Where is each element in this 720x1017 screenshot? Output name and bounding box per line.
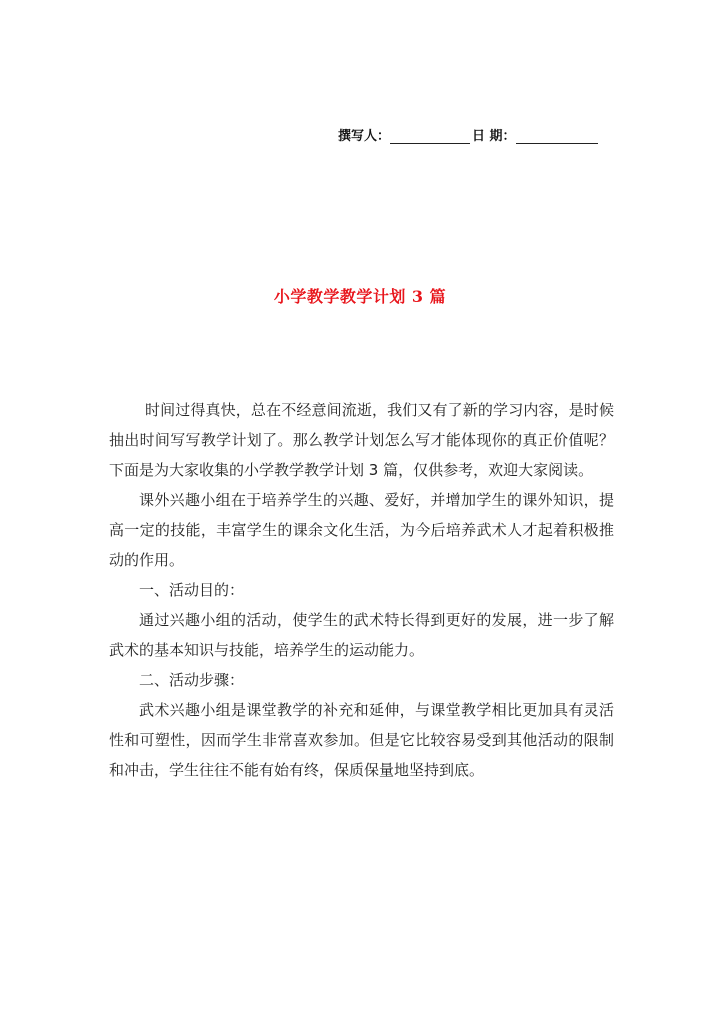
body-paragraph: 课外兴趣小组在于培养学生的兴趣、爱好，并增加学生的课外知识，提高一定的技能，丰富学生的课余文化生活，为今后培养武术人才起着积极推动的作用。: [109, 491, 614, 569]
body-paragraph: 通过兴趣小组的活动，使学生的武术特长得到更好的发展，进一步了解武术的基本知识与技能，培养学生的运动能力。: [109, 611, 614, 659]
date-blank-line: [516, 129, 598, 144]
document-header: [338, 125, 598, 144]
section-heading-purpose: 一、活动目的：: [139, 581, 245, 599]
section-heading-steps: 二、活动步骤：: [139, 671, 245, 689]
document-body: [109, 395, 614, 785]
intro-paragraph: 时间过得真快，总在不经意间流逝，我们又有了新的学习内容，是时候抽出时间写写教学计划了。那么教学计划怎么写才能体现你的真正价值呢？下面是为大家收集的小学教学教学计划 3 篇，仅供参考，欢迎大家阅读。: [109, 401, 614, 479]
author-blank-line: [390, 129, 470, 144]
date-label: 日 期：: [472, 129, 516, 144]
document-title: 小学教学教学计划 3 篇: [273, 287, 447, 306]
body-paragraph: 武术兴趣小组是课堂教学的补充和延伸，与课堂教学相比更加具有灵活性和可塑性，因而学生非常喜欢参加。但是它比较容易受到其他活动的限制和冲击，学生往往不能有始有终，保质保量地坚持到底。: [109, 701, 614, 779]
author-label: 撰写人：: [338, 129, 391, 144]
